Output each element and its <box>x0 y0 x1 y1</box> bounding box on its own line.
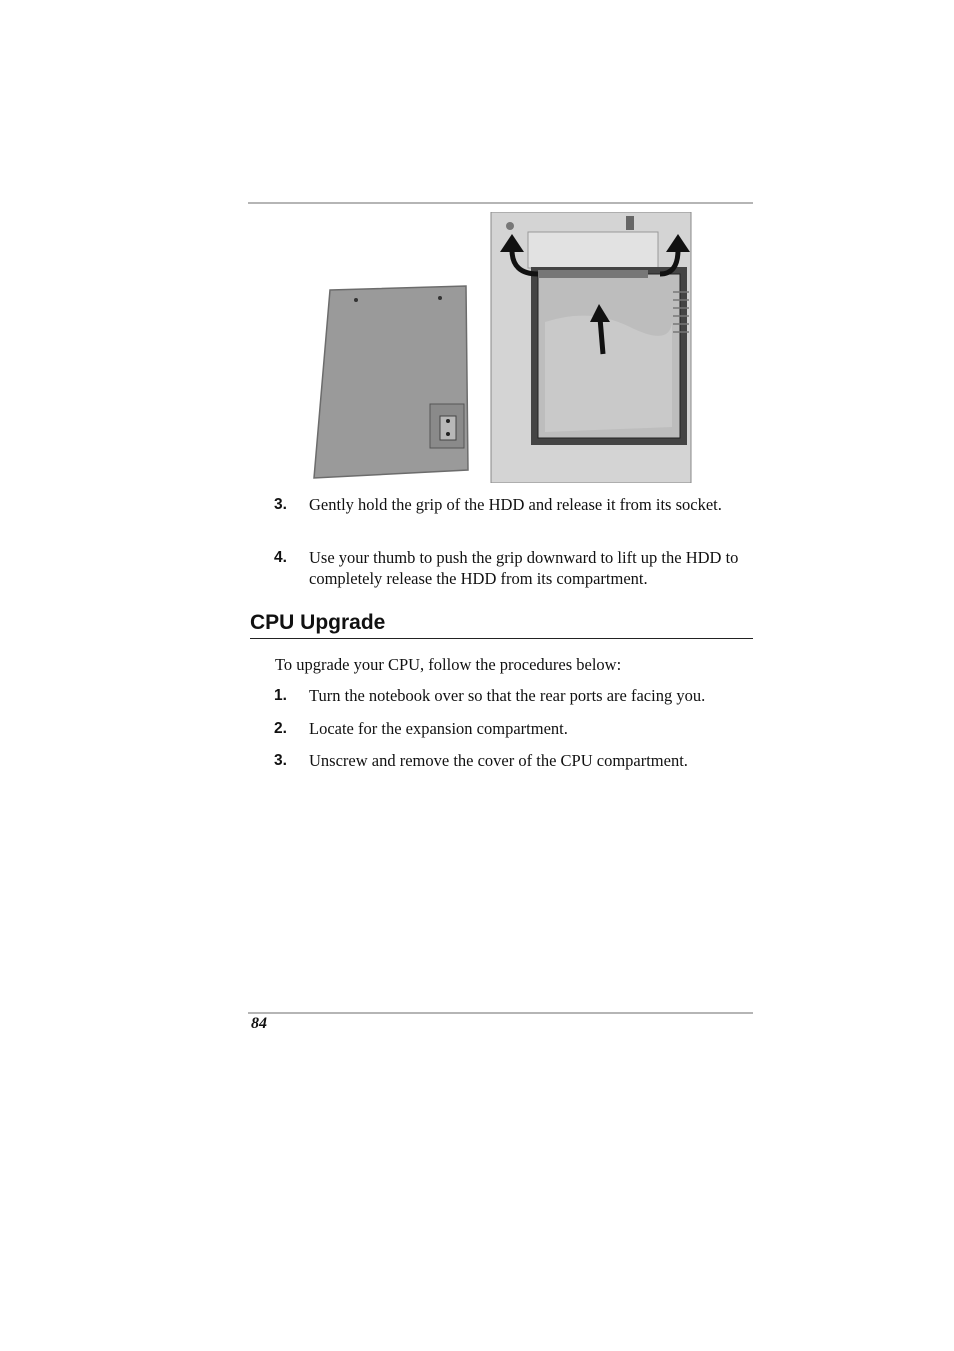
hdd-step-4 <box>274 547 764 589</box>
section-intro: To upgrade your CPU, follow the procedures below: <box>275 655 622 674</box>
page-number: 84 <box>251 1015 267 1032</box>
step-number: 3. <box>274 752 287 769</box>
cpu-step-3 <box>274 750 764 771</box>
cpu-step-1 <box>274 685 764 706</box>
step-text: Turn the notebook over so that the rear ports are facing you. <box>309 686 706 705</box>
hdd-removal-photo <box>300 212 692 483</box>
step-number: 4. <box>274 549 287 566</box>
step-number: 2. <box>274 720 287 737</box>
step-text: Unscrew and remove the cover of the CPU compartment. <box>309 751 688 770</box>
hdd-step-3 <box>274 494 764 515</box>
step-number: 3. <box>274 496 287 513</box>
step-text: Gently hold the grip of the HDD and release it from its socket. <box>309 495 722 514</box>
compartment-cover <box>314 286 468 478</box>
step-text: Locate for the expansion compartment. <box>309 719 568 738</box>
header-rule <box>248 202 753 204</box>
section-heading: CPU Upgrade <box>250 610 753 639</box>
step-number: 1. <box>274 687 287 704</box>
step-text: Use your thumb to push the grip downward to lift up the HDD to completely release the HDD from its compartment. <box>309 548 739 588</box>
cpu-step-2 <box>274 718 764 739</box>
footer-rule <box>248 1012 753 1014</box>
notebook-bottom <box>491 212 691 483</box>
